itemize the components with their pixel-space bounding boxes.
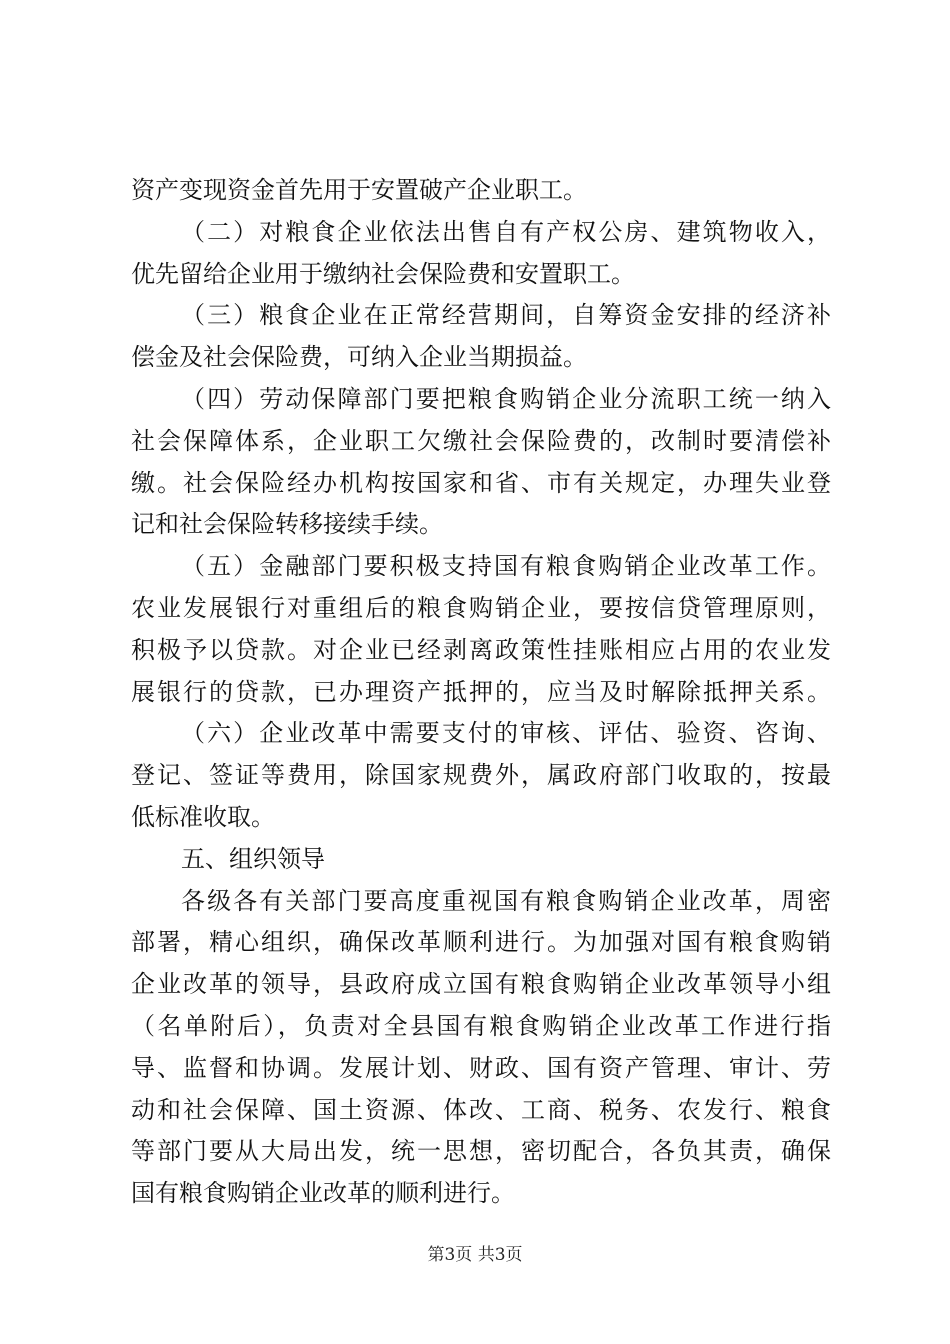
text-line: （二）对粮食企业依法出售自有产权公房、建筑物收入， [181,217,831,246]
text-line: 社会保障体系，企业职工欠缴社会保险费的，改制时要清偿补 [131,426,831,455]
page-number-footer: 第3页 共3页 [427,1245,523,1265]
text-line: 低标准收取。 [131,802,275,831]
text-line: 国有粮食购销企业改革的顺利进行。 [131,1179,515,1208]
text-line: （五）金融部门要积极支持国有粮食购销企业改革工作。 [181,552,831,581]
text-line: 优先留给企业用于缴纳社会保险费和安置职工。 [131,259,635,288]
text-line: 记和社会保险转移接续手续。 [131,510,443,539]
document-body [131,170,831,1215]
text-line: （名单附后），负责对全县国有粮食购销企业改革工作进行指 [131,1011,831,1040]
text-line: 部署，精心组织，确保改革顺利进行。为加强对国有粮食购销 [131,928,831,957]
text-line: （六）企业改革中需要支付的审核、评估、验资、咨询、 [181,719,831,748]
text-line: 积极予以贷款。对企业已经剥离政策性挂账相应占用的农业发 [131,635,831,664]
text-line: 偿金及社会保险费，可纳入企业当期损益。 [131,343,587,372]
text-line: 各级各有关部门要高度重视国有粮食购销企业改革，周密 [181,886,831,915]
text-line: 登记、签证等费用，除国家规费外，属政府部门收取的，按最 [131,761,831,790]
text-line: 等部门要从大局出发，统一思想，密切配合，各负其责，确保 [131,1137,831,1166]
text-line: 资产变现资金首先用于安置破产企业职工。 [131,176,587,204]
text-line: 农业发展银行对重组后的粮食购销企业，要按信贷管理原则， [131,593,831,622]
text-line: （三）粮食企业在正常经营期间，自筹资金安排的经济补 [181,301,831,330]
section-heading: 五、组织领导 [181,844,325,873]
text-line: 缴。社会保险经办机构按国家和省、市有关规定，办理失业登 [131,468,831,497]
text-line: 企业改革的领导，县政府成立国有粮食购销企业改革领导小组 [131,970,831,999]
text-line: （四）劳动保障部门要把粮食购销企业分流职工统一纳入 [181,384,831,413]
text-line: 展银行的贷款，已办理资产抵押的，应当及时解除抵押关系。 [131,677,831,706]
text-line: 导、监督和协调。发展计划、财政、国有资产管理、审计、劳 [131,1053,831,1082]
text-line: 动和社会保障、国土资源、体改、工商、税务、农发行、粮食 [131,1095,831,1124]
